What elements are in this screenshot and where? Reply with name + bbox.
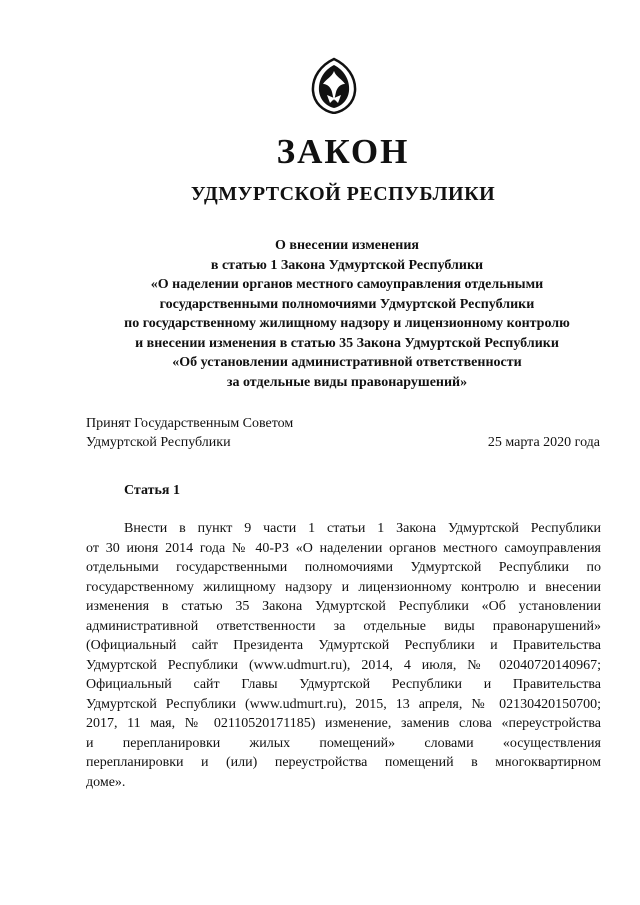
- body-line: Удмуртской Республики (www.udmurt.ru), 2015, 13 апреля, № 02130420150700;: [86, 696, 601, 712]
- adopted-by-body: Удмуртской Республики: [86, 435, 231, 450]
- article-body: [86, 519, 601, 792]
- body-line: доме».: [86, 774, 126, 790]
- subject-line: «Об установлении административной ответственности: [172, 355, 522, 370]
- body-line: от 30 июня 2014 года № 40-РЗ «О наделении органов местного самоуправления: [86, 540, 601, 556]
- body-line: (Официальный сайт Президента Удмуртской Республики и Правительства: [86, 638, 601, 653]
- body-line: и перепланировки жилых помещений» словами «осуществления: [86, 735, 601, 751]
- body-line: перепланировки и (или) переустройства помещений в многоквартирном: [86, 755, 601, 770]
- coat-of-arms-icon: [309, 57, 359, 114]
- body-line: отдельными государственными полномочиями Удмуртской Республики по: [86, 560, 601, 575]
- body-line: изменения в статью 35 Закона Удмуртской Республики «Об установлении: [86, 599, 601, 614]
- subject-line: в статью 1 Закона Удмуртской Республики: [210, 257, 484, 273]
- body-line: 2017, 11 мая, № 02110520171185) изменение, заменив слова «переустройства: [86, 716, 601, 731]
- body-line: Официальный сайт Главы Удмуртской Республики и Правительства: [86, 677, 601, 692]
- subject-line: «О наделении органов местного самоуправления отдельными: [150, 277, 544, 292]
- subject-line: государственными полномочиями Удмуртской Республики: [159, 296, 535, 312]
- body-line: Удмуртской Республики (www.udmurt.ru), 2014, 4 июля, № 02040720140967;: [86, 657, 601, 673]
- law-subject: [86, 236, 608, 392]
- document-subtitle: УДМУРТСКОЙ РЕСПУБЛИКИ: [190, 183, 496, 205]
- adopted-by-label: Принят Государственным Советом: [86, 416, 294, 431]
- document-title: ЗАКОН: [276, 132, 410, 171]
- article-heading: Статья 1: [124, 483, 180, 498]
- body-line: государственному жилищному надзору и лицензионному контролю и внесении: [86, 579, 601, 595]
- adoption-date: 25 марта 2020 года: [487, 435, 600, 450]
- subject-line: и внесении изменения в статью 35 Закона Удмуртской Республики: [135, 335, 559, 351]
- subject-line: О внесении изменения: [275, 238, 419, 253]
- body-line: административной ответственности за отдельные виды правонарушений»: [86, 618, 601, 634]
- subject-line: по государственному жилищному надзору и лицензионному контролю: [124, 316, 570, 331]
- subject-line: за отдельные виды правонарушений»: [226, 374, 468, 390]
- adoption-block: [86, 414, 600, 452]
- body-line: Внести в пункт 9 части 1 статьи 1 Закона Удмуртской Республики: [124, 521, 601, 536]
